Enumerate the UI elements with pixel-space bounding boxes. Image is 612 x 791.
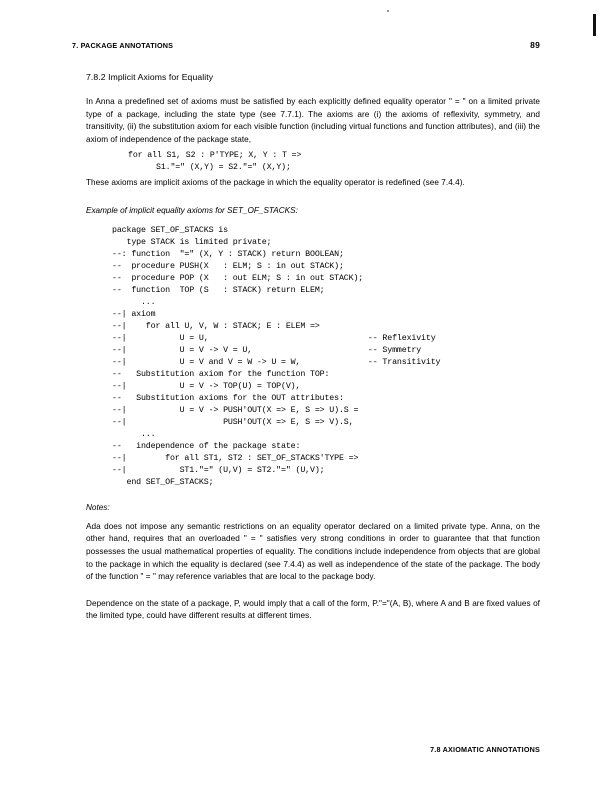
listing-line: --: function "=" (X, Y : STACK) return BOOLEAN;: [112, 249, 344, 259]
listing-line: --| for all ST1, ST2 : SET_OF_STACKS'TYPE =>: [112, 453, 359, 463]
listing-line: -- independence of the package state:: [112, 441, 301, 451]
listing-line: -- procedure POP (X : out ELM; S : in out STACK);: [112, 273, 364, 283]
listing-line: --| for all U, V, W : STACK; E : ELEM =>: [112, 321, 320, 331]
running-head: [72, 40, 540, 50]
listing-line: --| axiom: [112, 309, 156, 319]
listing-line: package SET_OF_STACKS is: [112, 225, 228, 235]
listing-line: -- Substitution axioms for the OUT attributes:: [112, 393, 344, 403]
listing-line: -- Substitution axiom for the function TOP:: [112, 369, 330, 379]
page-number: 89: [530, 40, 540, 50]
listing-line: type STACK is limited private;: [112, 237, 272, 247]
after-axiom-paragraph: These axioms are implicit axioms of the package in which the equality operator is redefined (see 7.4.4).: [86, 178, 465, 188]
axiom-snippet: [86, 150, 540, 173]
code-listing: [112, 225, 540, 489]
section-heading: 7.8.2 Implicit Axioms for Equality: [86, 72, 214, 82]
listing-line: --| U = U, -- Reflexivity: [112, 333, 436, 343]
page-content: [72, 40, 540, 623]
listing-line: ...: [112, 297, 156, 307]
listing-line: end SET_OF_STACKS;: [112, 477, 214, 487]
listing-line: --| U = V -> TOP(U) = TOP(V),: [112, 381, 301, 391]
axiom-snippet-line-1: for all S1, S2 : P'TYPE; X, Y : T =>: [128, 151, 302, 161]
listing-line: -- function TOP (S : STACK) return ELEM;: [112, 285, 325, 295]
listing-line: --| ST1."=" (U,V) = ST2."=" (U,V);: [112, 465, 325, 475]
note-paragraph-2: Dependence on the state of a package, P, would imply that a call of the form, P."="(A, B), where A and B are fixed values of the limited type, could have different results at different times.: [86, 598, 540, 621]
listing-line: --| U = V -> V = U, -- Symmetry: [112, 345, 422, 355]
intro-paragraph: In Anna a predefined set of axioms must be satisfied by each explicitly defined equality operator " = " on a limited private type of a package, including the state type (see 7.7.1). The axioms are (i) the axioms of reflexivity, symmetry, and transitivity, (ii) the substitution axiom for each visible function (including virtual functions and function attributes), and (iii) the axiom of independence of the package state,: [86, 97, 540, 144]
listing-line: ...: [112, 429, 156, 439]
listing-line: -- procedure PUSH(X : ELM; S : in out STACK);: [112, 261, 344, 271]
listing-line: --| U = V and V = W -> U = W, -- Transitivity: [112, 357, 441, 367]
running-head-chapter: 7. PACKAGE ANNOTATIONS: [72, 41, 174, 50]
page-footer: 7.8 AXIOMATIC ANNOTATIONS: [430, 745, 540, 754]
page-dot-mark: [387, 10, 389, 12]
axiom-snippet-line-2: S1."=" (X,Y) = S2."=" (X,Y);: [156, 162, 291, 172]
listing-line: --| U = V -> PUSH'OUT(X => E, S => U).S =: [112, 405, 359, 415]
notes-label: Notes:: [86, 502, 110, 512]
intro-block: [86, 96, 540, 623]
page-edge-mark: [593, 14, 596, 36]
listing-line: --| PUSH'OUT(X => E, S => V).S,: [112, 417, 354, 427]
example-label: Example of implicit equality axioms for SET_OF_STACKS:: [86, 205, 298, 215]
note-paragraph-1: Ada does not impose any semantic restrictions on an equality operator declared on a limited private type. Anna, on the other hand, requires that an overloaded " = " satisfies very strong conditions in order to guarantee that that function possesses the usual mathematical properties of equality. The conditions include independence from objects that are global to the package in which the equality is declared (see 7.4.4) as well as independence of the state of the package. The body of the function " = " may reference variables that are local to the package body.: [86, 521, 540, 582]
